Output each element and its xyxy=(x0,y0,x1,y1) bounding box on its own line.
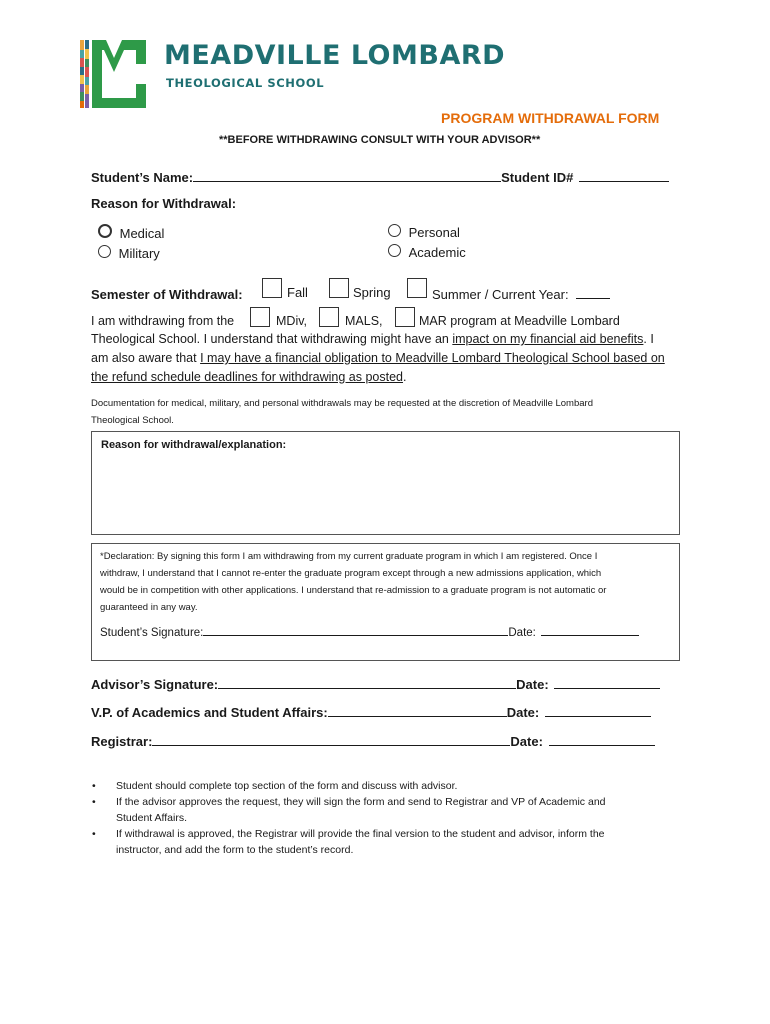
student-id-field[interactable] xyxy=(579,168,669,182)
reason-academic-label: Academic xyxy=(408,245,466,260)
advisor-signature-row xyxy=(91,675,660,692)
statement-line-3 xyxy=(91,351,665,365)
explanation-label: Reason for withdrawal/explanation: xyxy=(101,439,287,451)
reason-option-military[interactable] xyxy=(98,245,160,261)
registrar-signature-row xyxy=(91,732,655,749)
declaration-line: guaranteed in any way. xyxy=(100,602,198,613)
explanation-box[interactable] xyxy=(91,431,680,535)
radio-academic[interactable] xyxy=(388,244,401,257)
reason-medical-label: Medical xyxy=(119,226,165,241)
radio-military[interactable] xyxy=(98,245,111,258)
program-mar-label: MAR program at Meadville Lombard xyxy=(419,314,620,328)
semester-summer-label: Summer / Current Year: xyxy=(432,287,569,302)
registrar-date-label: Date: xyxy=(510,734,543,749)
radio-personal[interactable] xyxy=(388,224,401,237)
declaration-line: *Declaration: By signing this form I am withdrawing from my current graduate program in which I am registered. Once I xyxy=(100,551,598,562)
instruction-bullet-1: • xyxy=(92,780,96,792)
checkbox-summer[interactable] xyxy=(407,278,427,298)
instruction-text: If the advisor approves the request, they will sign the form and send to Registrar and VP of Academic and xyxy=(116,796,606,808)
reason-personal-label: Personal xyxy=(408,225,460,240)
summer-year-field[interactable] xyxy=(576,285,610,299)
declaration-line: withdraw, I understand that I cannot re-enter the graduate program except through a new admissions application, which xyxy=(100,568,602,579)
logo-school-name: MEADVILLE LOMBARD xyxy=(164,40,506,71)
financial-obligation-note: I may have a financial obligation to Meadville Lombard Theological School based on xyxy=(200,351,665,365)
registrar-signature-label: Registrar: xyxy=(91,734,153,749)
statement-text: . xyxy=(403,370,407,384)
student-date-field[interactable] xyxy=(541,623,639,636)
checkbox-spring[interactable] xyxy=(329,278,349,298)
logo-school-subname: THEOLOGICAL SCHOOL xyxy=(166,76,325,90)
student-id-label: Student ID# xyxy=(501,170,574,185)
semester-spring-label: Spring xyxy=(353,285,391,300)
vp-date-label: Date: xyxy=(506,705,540,720)
vp-signature-field[interactable] xyxy=(328,703,507,717)
semester-label: Semester of Withdrawal: xyxy=(91,287,243,302)
vp-signature-label: V.P. of Academics and Student Affairs: xyxy=(91,705,328,720)
advisor-signature-label: Advisor’s Signature: xyxy=(91,677,219,692)
student-name-row xyxy=(91,168,669,185)
reason-label: Reason for Withdrawal: xyxy=(91,196,237,211)
advisor-signature-field[interactable] xyxy=(218,675,516,689)
program-mdiv-label: MDiv, xyxy=(276,314,308,328)
instruction-bullet-2: • xyxy=(92,796,96,808)
documentation-note-line: Theological School. xyxy=(91,415,174,426)
statement-line-4 xyxy=(91,370,407,384)
declaration-box xyxy=(91,543,680,661)
checkbox-fall[interactable] xyxy=(262,278,282,298)
student-signature-field[interactable] xyxy=(203,623,508,636)
student-signature-row xyxy=(100,623,639,639)
registrar-signature-field[interactable] xyxy=(152,732,510,746)
student-name-label: Student’s Name: xyxy=(91,170,194,185)
documentation-note xyxy=(91,395,593,429)
financial-aid-note: impact on my financial aid benefits xyxy=(452,332,644,346)
checkbox-mals[interactable] xyxy=(319,307,339,327)
radio-medical[interactable] xyxy=(98,224,112,238)
instruction-item-1 xyxy=(116,778,457,794)
refund-schedule-note: the refund schedule deadlines for withdrawing as posted xyxy=(91,370,404,384)
instruction-text: Student should complete top section of the form and discuss with advisor. xyxy=(116,780,458,792)
form-title: PROGRAM WITHDRAWAL FORM xyxy=(441,110,660,126)
instruction-bullet-3: • xyxy=(92,828,96,840)
advisor-notice: **BEFORE WITHDRAWING CONSULT WITH YOUR ADVISOR** xyxy=(219,134,541,146)
statement-text: . I xyxy=(643,332,654,346)
logo-mark-icon xyxy=(78,36,150,112)
advisor-date-label: Date: xyxy=(516,677,549,692)
documentation-note-line: Documentation for medical, military, and personal withdrawals may be requested at the discretion of Meadville Lombard xyxy=(91,398,593,409)
declaration-text xyxy=(100,548,606,616)
reason-military-label: Military xyxy=(118,246,160,261)
semester-summer-row xyxy=(432,285,610,302)
statement-text: Theological School. I understand that withdrawing might have an xyxy=(91,332,453,346)
declaration-line: would be in competition with other applications. I understand that re-admission to a graduate program is not automatic or xyxy=(100,585,607,596)
advisor-date-field[interactable] xyxy=(554,675,660,689)
instruction-text: instructor, and add the form to the student’s record. xyxy=(116,844,354,856)
vp-signature-row xyxy=(91,703,651,720)
instruction-item-2 xyxy=(116,794,606,826)
statement-line-2 xyxy=(91,332,654,346)
reason-option-medical[interactable] xyxy=(98,224,164,241)
student-date-label: Date: xyxy=(508,627,536,639)
statement-text: am also aware that xyxy=(91,351,201,365)
instruction-text: If withdrawal is approved, the Registrar will provide the final version to the student and advisor, inform the xyxy=(116,828,605,840)
reason-option-academic[interactable] xyxy=(388,244,466,260)
instruction-item-3 xyxy=(116,826,605,858)
registrar-date-field[interactable] xyxy=(549,732,655,746)
withdraw-prefix: I am withdrawing from the xyxy=(91,314,235,328)
checkbox-mdiv[interactable] xyxy=(250,307,270,327)
instruction-text: Student Affairs. xyxy=(116,812,188,824)
school-logo xyxy=(78,36,506,112)
student-name-field[interactable] xyxy=(193,168,501,182)
student-signature-label: Student’s Signature: xyxy=(100,627,204,639)
reason-option-personal[interactable] xyxy=(388,224,460,240)
vp-date-field[interactable] xyxy=(545,703,651,717)
program-mals-label: MALS, xyxy=(345,314,383,328)
checkbox-mar[interactable] xyxy=(395,307,415,327)
semester-fall-label: Fall xyxy=(287,285,308,300)
